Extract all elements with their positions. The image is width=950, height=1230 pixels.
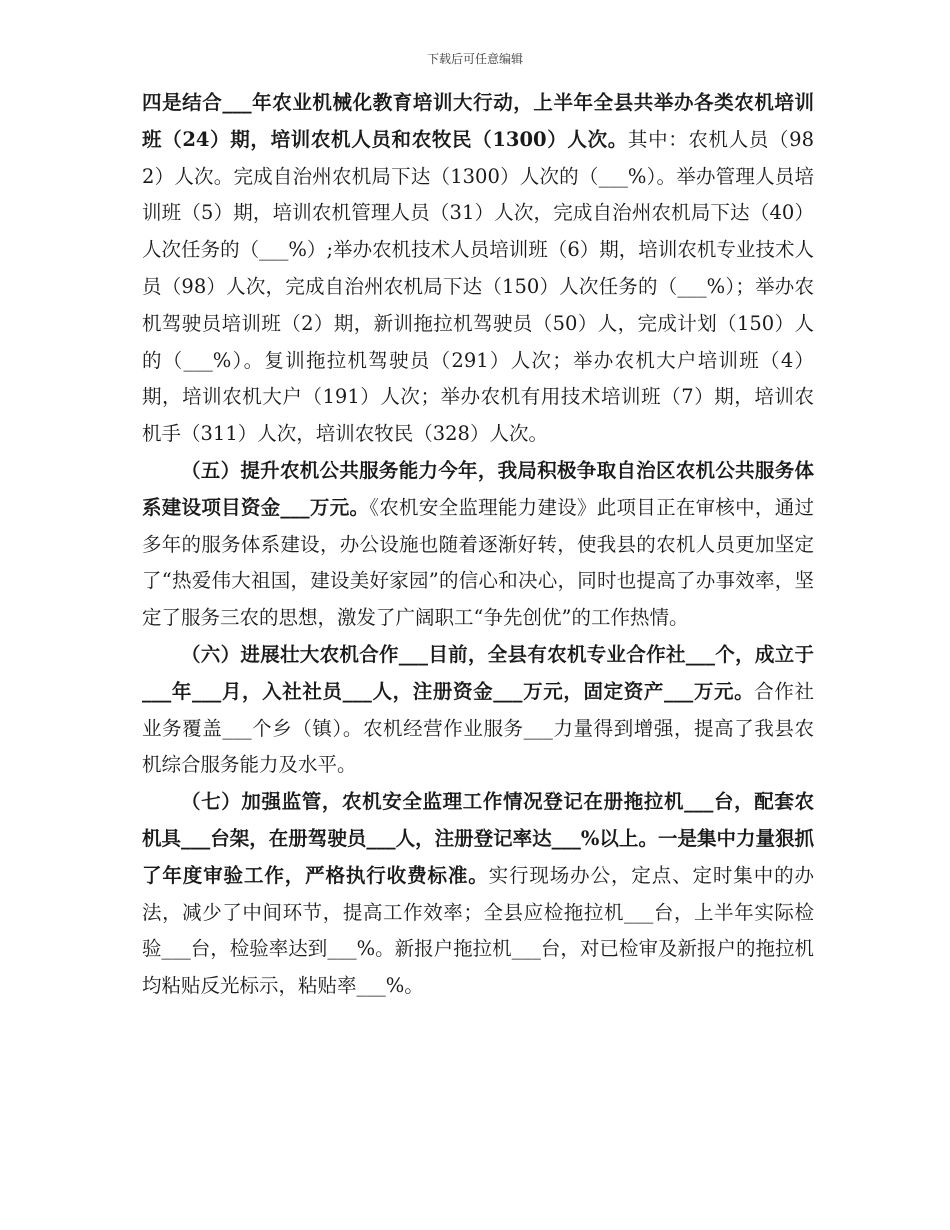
- paragraph-supervision: [142, 784, 814, 1005]
- paragraph-training: [142, 85, 814, 453]
- document-body: [142, 85, 814, 1005]
- paragraph-lead: （六）进展壮大农机合作___目前，全县有农机专业合作社___个，成立于___年___月，入社社员___人，注册资金___万元，固定资产___万元。: [142, 642, 814, 703]
- paragraph-cooperative: [142, 637, 814, 784]
- paragraph-lead: （五）提升农机公共服务能力今年，我局积极争取自治区农机公共服务体系建设项目资金___万元。: [142, 458, 814, 519]
- paragraph-lead: （七）加强监管，农机安全监理工作情况登记在册拖拉机___台，配套农机具___台架，在册驾驶员___人，注册登记率达___%以上。一是集中力量狠抓了年度审验工作，严格执行收费标准。: [142, 790, 814, 887]
- paragraph-public-service: [142, 453, 814, 637]
- paragraph-text: 其中：农机人员（982）人次。完成自治州农机局下达（1300）人次的（___%）。举办管理人员培训班（5）期，培训农机管理人员（31）人次，完成自治州农机局下达（40）人次任务的（___%）;举办农机技术人员培训班（6）期，培训农机专业技术人员（98）人次，完成自治州农机局下达（150）人次任务的（___%）；举办农机驾驶员培训班（2）期，新训拖拉机驾驶员（50）人，完成计划（150）人的（___%）。复训拖拉机驾驶员（291）人次；举办农机大户培训班（4）期，培训农机大户（191）人次；举办农机有用技术培训班（7）期，培训农机手（311）人次，培训农牧民（328）人次。: [142, 127, 814, 446]
- page-header: 下载后可任意编辑: [426, 52, 523, 66]
- paragraph-lead: 四是结合___年农业机械化教育培训大行动，上半年全县共举办各类农机培训班（24）期，培训农机人员和农牧民（1300）人次。: [142, 91, 814, 151]
- paragraph-text: 实行现场办公，定点、定时集中的办法，减少了中间环节，提高工作效率；全县应检拖拉机___台，上半年实际检验___台，检验率达到___%。新报户拖拉机___台，对已检审及新报户的拖拉机均粘贴反光标示，粘贴率___%。: [142, 863, 814, 998]
- paragraph-text: 合作社业务覆盖___个乡（镇）。农机经营作业服务___力量得到增强，提高了我县农机综合服务能力及水平。: [142, 679, 814, 777]
- paragraph-text: 《农机安全监理能力建设》此项目正在审核中，通过多年的服务体系建设，办公设施也随着逐渐好转，使我县的农机人员更加坚定了“热爱伟大祖国，建设美好家园”的信心和决心，同时也提高了办事效率，坚定了服务三农的思想，激发了广阔职工“争先创优”的工作热情。: [142, 495, 814, 630]
